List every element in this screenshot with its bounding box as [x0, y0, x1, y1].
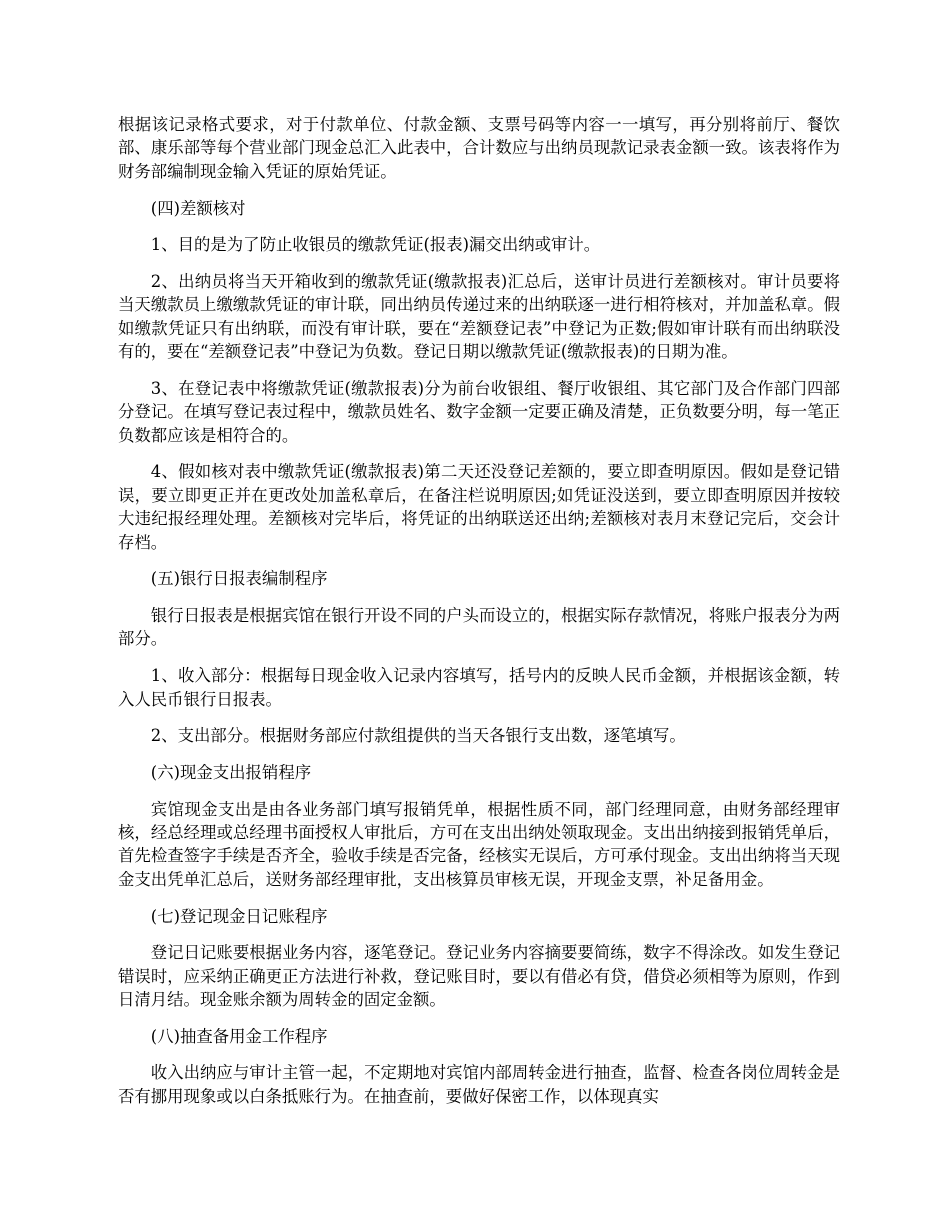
paragraph: 登记日记账要根据业务内容，逐笔登记。登记业务内容摘要要简练，数字不得涂改。如发生登记错误时，应采纳正确更正方法进行补救，登记账目时，要以有借必有贷，借贷必须相等为原则，作到日清月结。现金账余额为周转金的固定金额。 [118, 943, 840, 1010]
paragraph: 收入出纳应与审计主管一起，不定期地对宾馆内部周转金进行抽查，监督、检查各岗位周转金是否有挪用现象或以白条抵账行为。在抽查前，要做好保密工作，以体现真实 [118, 1063, 840, 1106]
section-heading: (四)差额核对 [150, 198, 246, 218]
paragraph: 银行日报表是根据宾馆在银行开设不同的户头而设立的，根据实际存款情况，将账户报表分为两部分。 [118, 605, 840, 649]
paragraph: 2、出纳员将当天开箱收到的缴款凭证(缴款报表)汇总后，送审计员进行差额核对。审计员要将当天缴款员上缴缴款凭证的审计联，同出纳员传递过来的出纳联逐一进行相符核对，并加盖私章。假如缴款凭证只有出纳联，而没有审计联，要在“差额登记表”中登记为正数;假如审计联有而出纳联没有的，要在“差额登记表”中登记为负数。登记日期以缴款凭证(缴款报表)的日期为准。 [118, 271, 840, 362]
paragraph: 1、目的是为了防止收银员的缴款凭证(报表)漏交出纳或审计。 [150, 235, 601, 255]
paragraph: 根据该记录格式要求，对于付款单位、付款金额、支票号码等内容一一填写，再分别将前厅、餐饮部、康乐部等每个营业部门现金总汇入此表中，合计数应与出纳员现款记录表金额一致。该表将作为财务部编制现金输入凭证的原始凭证。 [118, 115, 840, 181]
document-page [118, 113, 840, 1122]
section-heading: (八)抽查备用金工作程序 [150, 1026, 328, 1046]
section-heading: (七)登记现金日记账程序 [150, 906, 328, 926]
section-heading: (五)银行日报表编制程序 [150, 569, 328, 589]
paragraph: 4、假如核对表中缴款凭证(缴款报表)第二天还没登记差额的，要立即查明原因。假如是登记错误，要立即更正并在更改处加盖私章后，在备注栏说明原因;如凭证没送到，要立即查明原因并按较大违纪报经理处理。差额核对完毕后，将凭证的出纳联送还出纳;差额核对表月末登记完后，交会计存档。 [118, 462, 840, 552]
paragraph: 1、收入部分：根据每日现金收入记录内容填写，括号内的反映人民币金额，并根据该金额，转入人民币银行日报表。 [118, 666, 840, 709]
paragraph: 2、支出部分。根据财务部应付款组提供的当天各银行支出数，逐笔填写。 [150, 726, 686, 746]
section-heading: (六)现金支出报销程序 [150, 762, 312, 782]
paragraph: 3、在登记表中将缴款凭证(缴款报表)分为前台收银组、餐厅收银组、其它部门及合作部门四部分登记。在填写登记表过程中，缴款员姓名、数字金额一定要正确及清楚，正负数要分明，每一笔正负数都应该是相符合的。 [118, 378, 840, 445]
paragraph: 宾馆现金支出是由各业务部门填写报销凭单，根据性质不同，部门经理同意，由财务部经理审核，经总经理或总经理书面授权人审批后，方可在支出出纳处领取现金。支出出纳接到报销凭单后，首先检查签字手续是否齐全，验收手续是否完备，经核实无误后，方可承付现金。支出出纳将当天现金支出凭单汇总后，送财务部经理审批，支出核算员审核无误，开现金支票，补足备用金。 [118, 799, 840, 889]
